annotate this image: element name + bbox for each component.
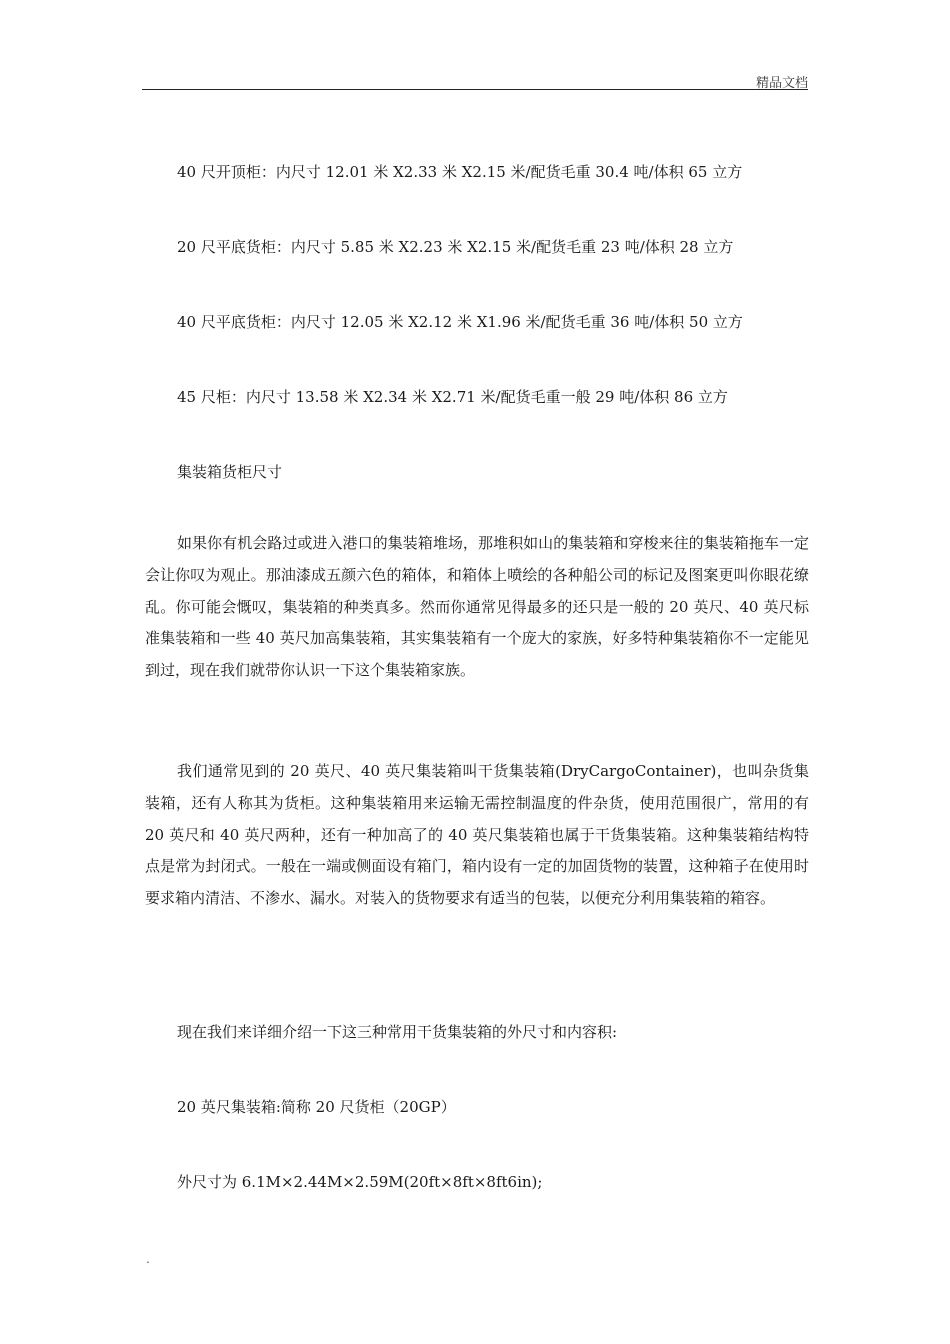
section-title: 集装箱货柜尺寸 — [177, 463, 283, 481]
header-divider — [142, 89, 808, 90]
spec-line-40ft-flat: 40 尺平底货柜：内尺寸 12.05 米 X2.12 米 X1.96 米/配货毛重 36 吨/体积 50 立方 — [177, 313, 743, 331]
spec-line-45ft: 45 尺柜：内尺寸 13.58 米 X2.34 米 X2.71 米/配货毛重一般 29 吨/体积 86 立方 — [177, 388, 728, 406]
container-20-outer-size: 外尺寸为 6.1M×2.44M×2.59M(20ft×8ft×8ft6in); — [177, 1173, 543, 1191]
header-label: 精品文档 — [755, 76, 808, 91]
spec-line-40ft-open-top: 40 尺开顶柜：内尺寸 12.01 米 X2.33 米 X2.15 米/配货毛重 30.4 吨/体积 65 立方 — [177, 163, 743, 181]
intro-line: 现在我们来详细介绍一下这三种常用干货集装箱的外尺寸和内容积: — [177, 1023, 618, 1041]
spec-line-20ft-flat: 20 尺平底货柜：内尺寸 5.85 米 X2.23 米 X2.15 米/配货毛重 23 吨/体积 28 立方 — [177, 238, 734, 256]
paragraph-dry-cargo: 我们通常见到的 20 英尺、40 英尺集装箱叫干货集装箱(DryCargoContainer)，也叫杂货集装箱，还有人称其为货柜。这种集装箱用来运输无需控制温度的件杂货，使用范围很广，常用的有 20 英尺和 40 英尺两种，还有一种加高了的 40 英尺集装箱也属于干货集装箱。这种集装箱结构特点是常为封闭式。一般在一端或侧面设有箱门，箱内设有一定的加固货物的装置，这种箱子在使用时要求箱内清洁、不渗水、漏水。对装入的货物要求有适当的包装，以便充分利用集装箱的箱容。 — [145, 762, 809, 908]
footer-mark: . — [146, 1252, 150, 1266]
paragraph-intro: 如果你有机会路过或进入港口的集装箱堆场，那堆积如山的集装箱和穿梭来往的集装箱拖车一定会让你叹为观止。那油漆成五颜六色的箱体，和箱体上喷绘的各种船公司的标记及图案更叫你眼花缭乱。你可能会慨叹，集装箱的种类真多。然而你通常见得最多的还只是一般的 20 英尺、40 英尺标准集装箱和一些 40 英尺加高集装箱，其实集装箱有一个庞大的家族，好多特种集装箱你不一定能见到过，现在我们就带你认识一下这个集装箱家族。 — [145, 534, 809, 680]
container-20-title: 20 英尺集装箱:简称 20 尺货柜（20GP） — [177, 1098, 456, 1116]
